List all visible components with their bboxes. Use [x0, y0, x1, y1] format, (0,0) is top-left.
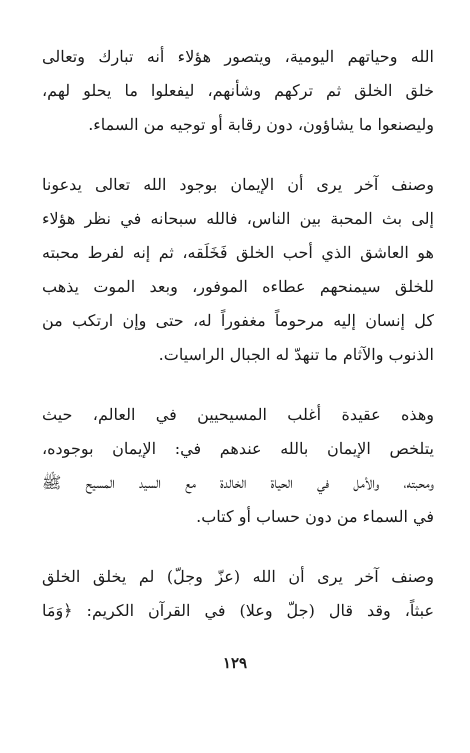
text-line: وليصنعوا ما يشاؤون، دون رقابة أو توجيه من السماء.: [88, 115, 434, 134]
text-line: للخلق سيمنحهم عطاءه الموفور، وبعد الموت يذهب: [42, 277, 434, 296]
text-line: الذنوب والآثام ما تنهدّ له الجبال الراسيات.: [158, 345, 434, 364]
text-line: في السماء من دون حساب أو كتاب.: [196, 507, 434, 526]
text-line: وهذه عقيدة أغلب المسيحيين في العالم، حيث: [42, 405, 434, 424]
text-line: وصنف آخر يرى أن الله (عزّ وجلّ) لم يخلق الخلق: [42, 567, 434, 586]
paragraph-4: [42, 560, 434, 628]
paragraph-3: [42, 398, 434, 534]
text-line: هو العاشق الذي أحب الخلق فَخَلَقه، ثم إنه لفرط محبته: [42, 243, 434, 262]
text-line: عبثاً، وقد قال (جلّ وعلا) في القرآن الكريم: ﴿وَمَا: [42, 601, 434, 620]
paragraph-2: [42, 168, 434, 372]
paragraph-1: [42, 40, 434, 142]
text-line: ومحبته، والأمل في الحياة الخالدة مع السيد المسيح ﷺ: [42, 473, 434, 492]
page-body: [42, 40, 434, 654]
text-line: خلق الخلق ثم تركهم وشأنهم، ليفعلوا ما يحلو لهم،: [42, 81, 434, 100]
text-line: الله وحياتهم اليومية، ويتصور هؤلاء أنه تبارك وتعالى: [42, 47, 434, 66]
text-line: كل إنسان إليه مرحوماً مغفوراً له، حتى وإن ارتكب من: [42, 311, 434, 330]
text-line: وصنف آخر يرى أن الإيمان بوجود الله تعالى يدعونا: [42, 175, 434, 194]
text-line: يتلخص الإيمان بالله عندهم في: الإيمان بوجوده،: [42, 439, 434, 458]
page-number: ١٢٩: [222, 654, 248, 672]
text-line: إلى بث المحبة بين الناس، فالله سبحانه في نظر هؤلاء: [42, 209, 434, 228]
